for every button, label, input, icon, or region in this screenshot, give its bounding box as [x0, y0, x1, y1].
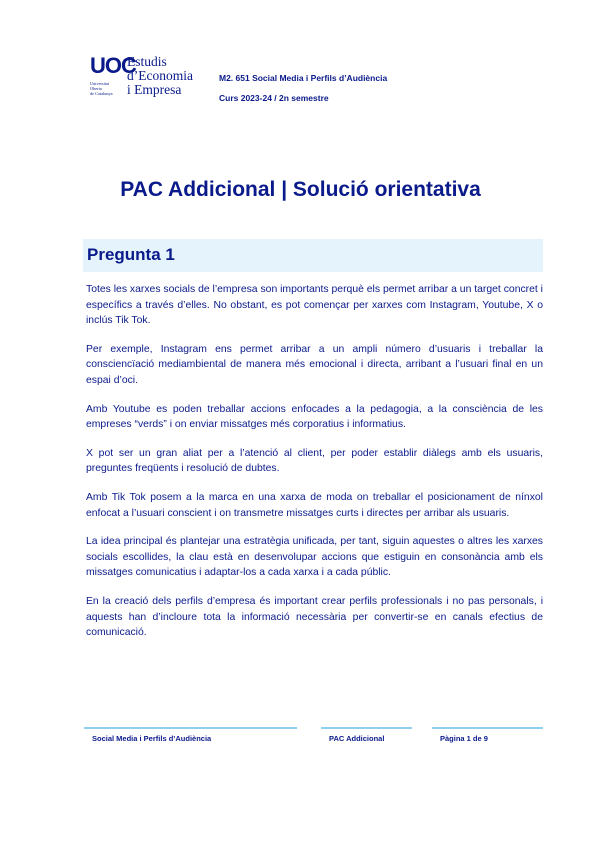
uoc-logo	[90, 55, 210, 105]
uoc-wordmark: UOC	[90, 53, 136, 78]
section-heading: Pregunta 1	[87, 245, 175, 264]
footer-rule-right	[432, 727, 543, 729]
answer-body	[86, 282, 543, 654]
page-number: Pàgina 1 de 9	[440, 734, 488, 743]
paragraph: En la creació dels perfils d’empresa és important crear perfils professionals i no pas personals, i aquests han d’incloure tota la informació necessària per convertir-se en canals efectius de comunicació.	[86, 595, 543, 639]
paragraph: X pot ser un gran aliat per a l’atenció al client, per poder establir diàlegs amb els usuaris, preguntes freqüents i resolució de dubtes.	[86, 447, 543, 475]
course-term: Curs 2023-24 / 2n semestre	[219, 93, 329, 103]
footer-rule-left	[84, 727, 297, 729]
footer-rule-center	[321, 727, 412, 729]
footer-course: Social Media i Perfils d’Audiència	[92, 734, 212, 743]
university-name: Universitat Oberta de Catalunya	[90, 81, 113, 96]
document-title: PAC Addicional | Solució orientativa	[120, 178, 481, 201]
course-name: M2. 651 Social Media i Perfils d’Audiència	[219, 73, 388, 83]
section-heading-box	[83, 239, 543, 272]
faculty-name: Estudis d’Economia i Empresa	[127, 54, 193, 97]
paragraph: Amb Youtube es poden treballar accions enfocades a la pedagogia, a la consciència de les empreses “verds” i on enviar missatges més corporatius i informatius.	[86, 403, 543, 431]
footer-doc: PAC Addicional	[329, 734, 385, 743]
paragraph: Per exemple, Instagram ens permet arribar a un ampli número d’usuaris i treballar la consciencïació mediambiental de manera més emocional i directa, arribant a l’usuari final en un espai d’oci.	[86, 343, 543, 386]
paragraph: Amb Tik Tok posem a la marca en una xarxa de moda on treballar el posicionament de nínxol enfocat a l’usuari conscient i on transmetre missatges curts i directes per arribar als usuaris.	[86, 491, 543, 519]
paragraph: Totes les xarxes socials de l’empresa son importants perquè els permet arribar a un target concret i específics a través d’elles. No obstant, es pot començar per xarxes com Instagram, Youtube, X o inclús Tik Tok.	[86, 284, 543, 327]
header-info	[219, 73, 389, 103]
paragraph: La idea principal és plantejar una estratègia unificada, per tant, siguin aquestes o altres les xarxes socials escollides, la clau està en desenvolupar accions que estiguin en consonància amb els missatges comunicatius i adaptar-los a cada xarxa i a cada públic.	[86, 536, 543, 579]
